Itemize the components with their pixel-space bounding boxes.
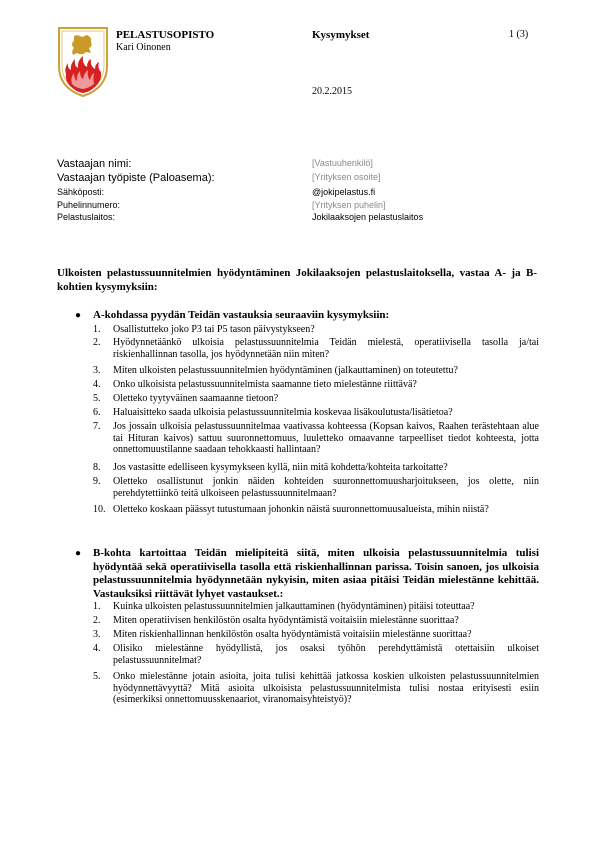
page-number: 1 (3): [509, 29, 529, 40]
section-a-heading: A-kohdassa pyydän Teidän vastauksia seuraaviin kysymyksiin:: [93, 309, 390, 321]
bullet-icon: ●: [75, 548, 82, 559]
document-date: 20.2.2015: [312, 86, 352, 97]
author-name: Kari Oinonen: [116, 42, 171, 53]
field-label: Pelastuslaitos:: [57, 212, 116, 222]
field-value-workplace[interactable]: [Yrityksen osoite]: [312, 172, 381, 182]
organization-name: PELASTUSOPISTO: [116, 29, 215, 41]
field-value-email[interactable]: @jokipelastus.fi: [312, 187, 376, 197]
intro-heading: Ulkoisten pelastussuunnitelmien hyödyntäminen Jokilaaksojen pelastuslaitoksella, vastaa A- ja B-kohtien kysymyksiin:: [57, 267, 537, 293]
fire-crest-lion-logo-icon: [58, 26, 108, 98]
field-label: Sähköposti:: [57, 187, 105, 197]
field-value-department[interactable]: Jokilaaksojen pelastuslaitos: [312, 212, 424, 222]
document-title: Kysymykset: [312, 29, 370, 41]
field-label: Vastaajan työpiste (Paloasema):: [57, 172, 215, 184]
field-label: Vastaajan nimi:: [57, 158, 132, 170]
field-value-phone[interactable]: [Yrityksen puhelin]: [312, 200, 386, 210]
field-value-name[interactable]: [Vastuuhenkilö]: [312, 158, 373, 168]
bullet-icon: ●: [75, 310, 82, 321]
field-label: Puhelinnumero:: [57, 200, 121, 210]
section-b-heading: B-kohta kartoittaa Teidän mielipiteitä siitä, miten ulkoisia pelastussuunnitelmia tulisi hyödyntää sekä operatiivisella tasolla että riskienhallinnan parissa. Toisin sanoen, jos ulkoisia pelastussuunnitelmia hyödynnetään nykyisin, miten asiaa pitäisi Teidän mielestänne kehittää. Vastauksiksi riittävät lyhyet vastaukset.:: [93, 547, 539, 600]
